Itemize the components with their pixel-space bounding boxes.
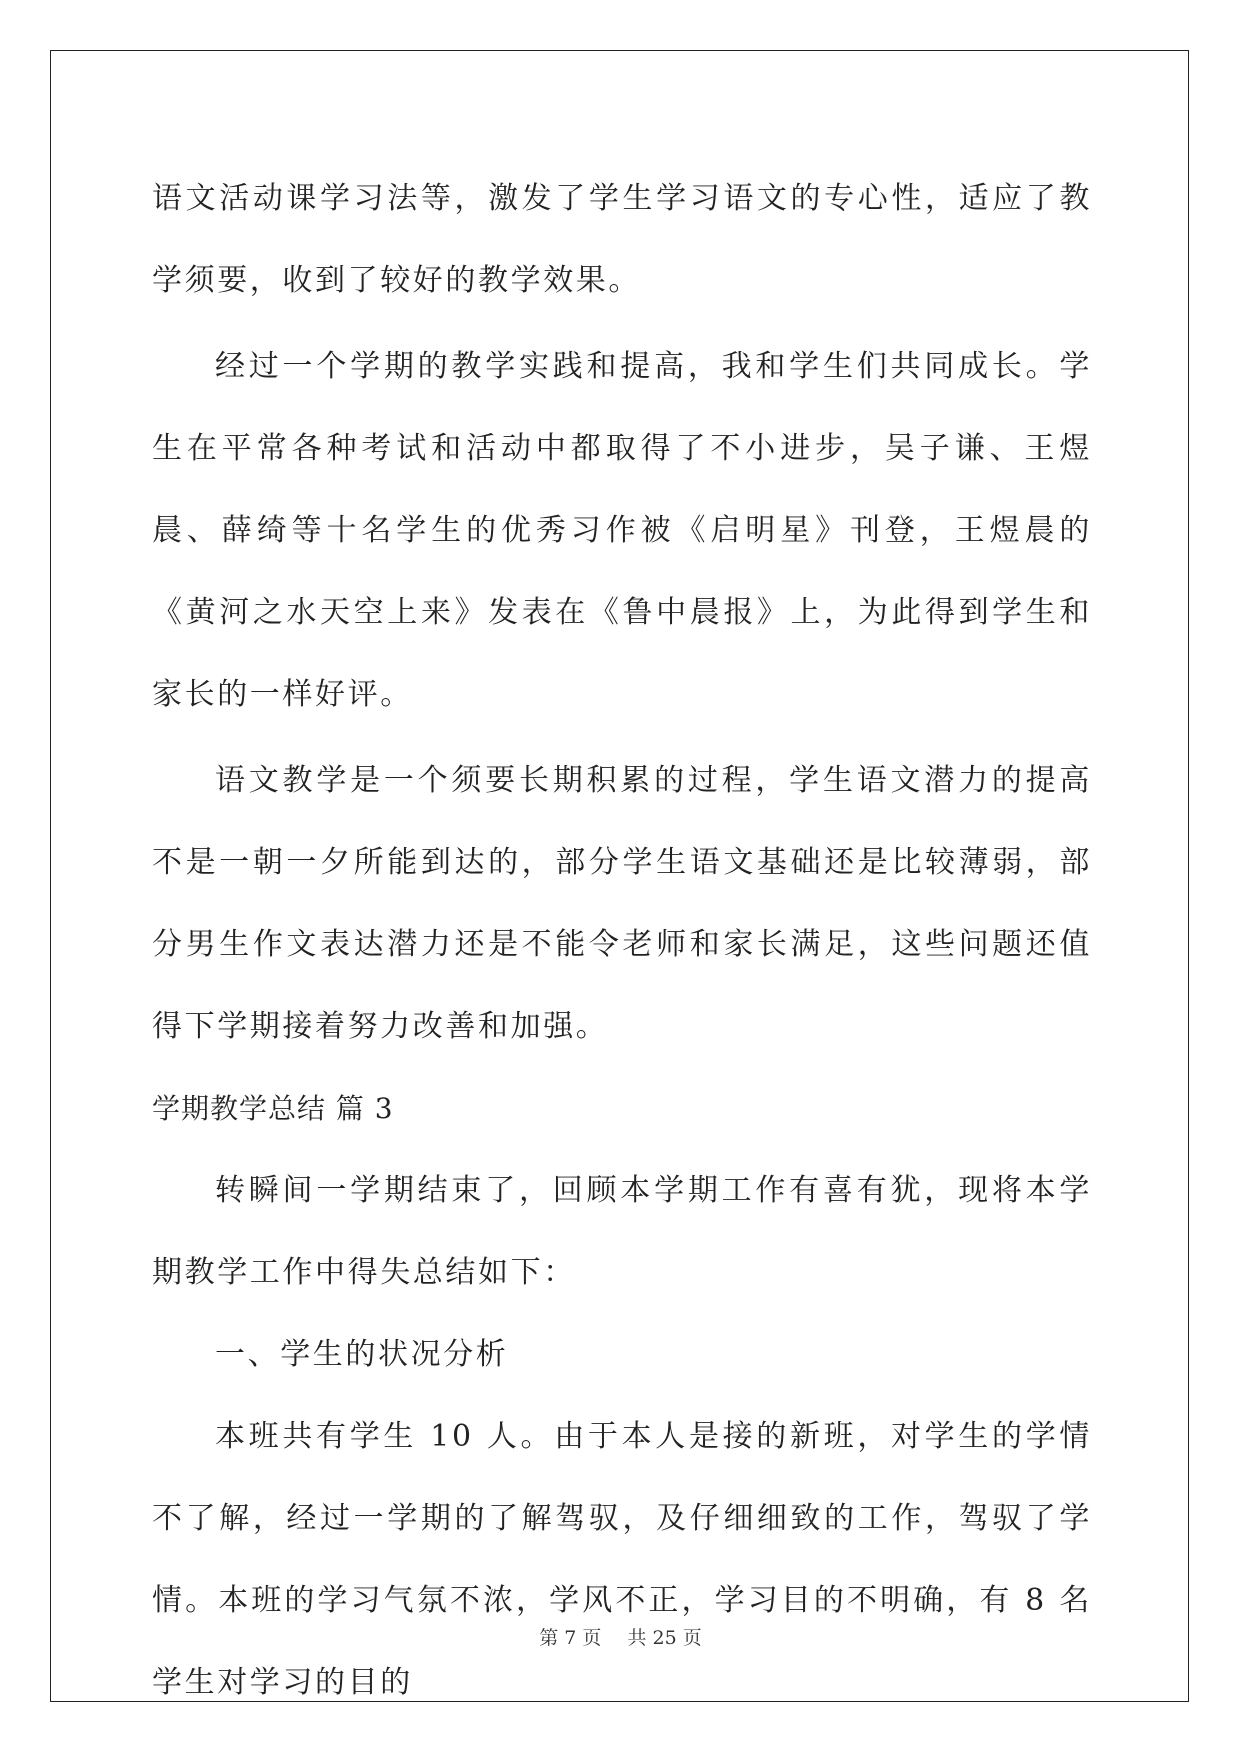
section-paragraph-2: 本班共有学生 10 人。由于本人是接的新班，对学生的学情不了解，经过一学期的了解驾驭，及仔细细致的工作，驾驭了学情。本班的学习气氛不浓，学风不正，学习目的不明确，有 8 名学生对学习的目的: [152, 1419, 1092, 1700]
section-paragraph-1: 转瞬间一学期结束了，回顾本学期工作有喜有犹，现将本学期教学工作中得失总结如下：: [152, 1173, 1092, 1290]
section-heading: 学期教学总结 篇 3: [152, 1092, 394, 1125]
page-number: 第 7 页: [539, 1627, 602, 1649]
paragraph-3: 语文教学是一个须要长期积累的过程，学生语文潜力的提高不是一朝一夕所能到达的，部分学生语文基础还是比较薄弱，部分男生作文表达潜力还是不能令老师和家长满足，这些问题还值得下学期接着努力改善和加强。: [152, 763, 1092, 1044]
paragraph-1: 语文活动课学习法等，激发了学生学习语文的专心性，适应了教学须要，收到了较好的教学效果。: [152, 181, 1092, 298]
document-body: [152, 158, 1092, 1724]
page-total: 共 25 页: [627, 1627, 702, 1649]
page-footer: [0, 1623, 1241, 1650]
section-subheading: 一、学生的状况分析: [215, 1337, 509, 1372]
paragraph-2: 经过一个学期的教学实践和提高，我和学生们共同成长。学生在平常各种考试和活动中都取得了不小进步，吴子谦、王煜晨、薛绮等十名学生的优秀习作被《启明星》刊登，王煜晨的《黄河之水天空上来》发表在《鲁中晨报》上，为此得到学生和家长的一样好评。: [152, 349, 1092, 712]
